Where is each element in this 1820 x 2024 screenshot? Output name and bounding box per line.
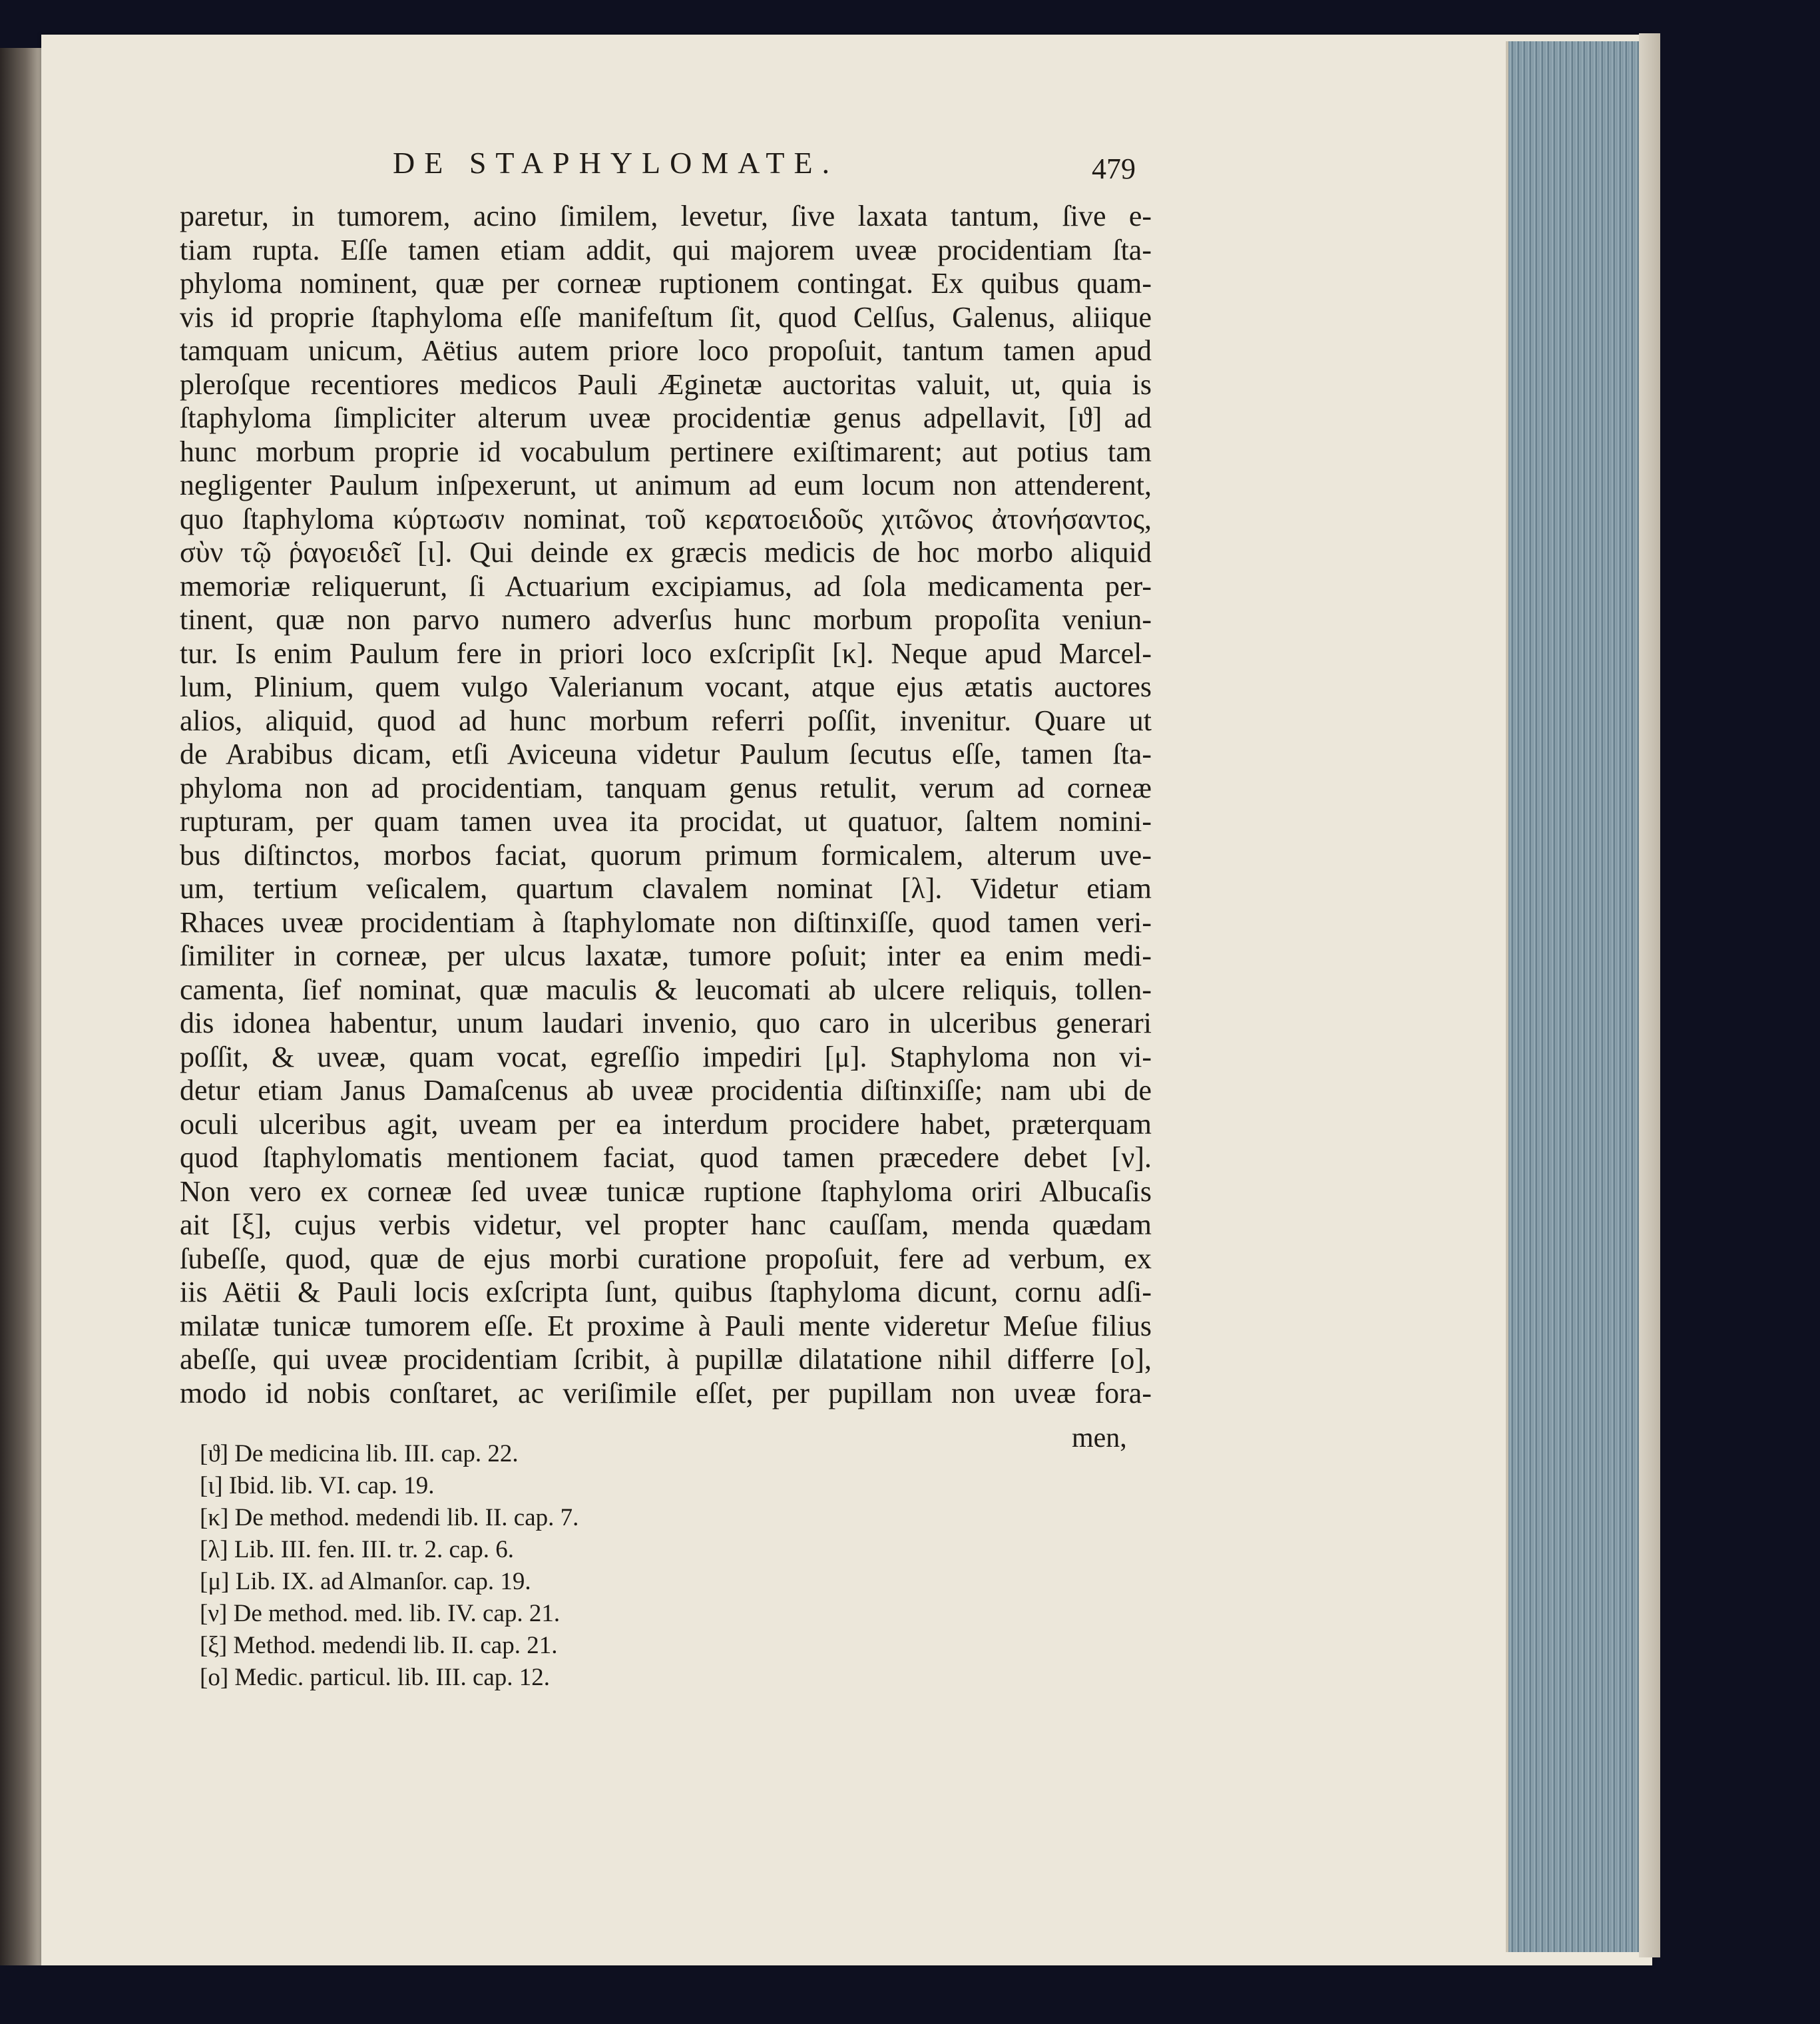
text-line: tamquam unicum, Aëtius autem priore loco propoſuit, tantum tamen apud: [180, 334, 1152, 367]
text-line: um, tertium veſicalem, quartum clavalem nominat [λ]. Videtur etiam: [180, 872, 1152, 905]
text-line: ſimiliter in corneæ, per ulcus laxatæ, tumore poſuit; inter ea enim medi-: [180, 939, 1152, 972]
text-line: memoriæ reliquerunt, ſi Actuarium excipiamus, ad ſola medicamenta per-: [180, 569, 1152, 603]
footnote: [μ] Lib. IX. ad Almanſor. cap. 19.: [200, 1568, 531, 1595]
text-line: vis id proprie ſtaphyloma eſſe manifeſtum ſit, quod Celſus, Galenus, aliique: [180, 300, 1152, 334]
text-line: abeſſe, qui uveæ procidentiam ſcribit, à pupillæ dilatatione nihil differre [ο],: [180, 1343, 1152, 1376]
text-line: milatæ tunicæ tumorem eſſe. Et proxime à Pauli mente videretur Meſue filius: [180, 1309, 1152, 1342]
text-line: pleroſque recentiores medicos Pauli Æginetæ auctoritas valuit, ut, quia is: [180, 368, 1152, 401]
footnote: [κ] De method. medendi lib. II. cap. 7.: [200, 1504, 579, 1531]
text-line: tinent, quæ non parvo numero adverſus hunc morbum propoſita veniun-: [180, 603, 1152, 636]
catchword: men,: [1072, 1423, 1127, 1453]
text-line: negligenter Paulum inſpexerunt, ut animum ad eum locum non attenderent,: [180, 469, 1152, 501]
footnotes: [200, 1438, 799, 1694]
footnote: [ν] De method. med. lib. IV. cap. 21.: [200, 1600, 561, 1627]
text-line: bus diſtinctos, morbos faciat, quorum primum formicalem, alterum uve-: [180, 838, 1152, 872]
text-line: rupturam, per quam tamen uvea ita procidat, ut quatuor, ſaltem nomini-: [180, 805, 1152, 838]
footnote: [ο] Medic. particul. lib. III. cap. 12.: [200, 1664, 551, 1691]
text-line: tiam rupta. Eſſe tamen etiam addit, qui majorem uveæ procidentiam ſta-: [180, 233, 1152, 266]
text-line: σὺν τῷ ῥαγοειδεῖ [ι]. Qui deinde ex græcis medicis de hoc morbo aliquid: [180, 536, 1152, 569]
text-line: dis idonea habentur, unum laudari invenio, quo caro in ulceribus generari: [180, 1007, 1152, 1039]
text-line: Non vero ex corneæ ſed uveæ tunicæ ruptione ſtaphyloma oriri Albucaſis: [180, 1174, 1152, 1208]
text-line: iis Aëtii & Pauli locis exſcripta ſunt, quibus ſtaphyloma dicunt, cornu adſi-: [180, 1276, 1152, 1308]
text-line: alios, aliquid, quod ad hunc morbum referri poſſit, invenitur. Quare ut: [180, 704, 1152, 737]
text-line: ſtaphyloma ſimpliciter alterum uveæ procidentiæ genus adpellavit, [ϑ] ad: [180, 401, 1152, 434]
footnote: [ϑ] De medicina lib. III. cap. 22.: [200, 1440, 519, 1467]
text-line: oculi ulceribus agit, uveam per ea interdum procidere habet, præterquam: [180, 1107, 1152, 1140]
body-text: [180, 200, 1152, 1410]
text-line: ait [ξ], cujus verbis videtur, vel propter hanc cauſſam, menda quædam: [180, 1208, 1152, 1241]
text-line: modo id nobis conſtaret, ac veriſimile eſſet, per pupillam non uveæ fora-: [180, 1376, 1152, 1409]
running-head: DE STAPHYLOMATE.: [393, 146, 839, 180]
text-line: phyloma non ad procidentiam, tanquam genus retulit, verum ad corneæ: [180, 771, 1152, 804]
text-line: hunc morbum proprie id vocabulum pertinere exiſtimarent; aut potius tam: [180, 435, 1152, 468]
text-line: poſſit, & uveæ, quam vocat, egreſſio impediri [μ]. Staphyloma non vi-: [180, 1040, 1152, 1073]
book-cover-edge: [1639, 33, 1660, 1957]
text-line: quod ſtaphylomatis mentionem faciat, quod tamen præcedere debet [ν].: [180, 1141, 1152, 1174]
page-block-edge: [1506, 41, 1642, 1952]
footnote: [ι] Ibid. lib. VI. cap. 19.: [200, 1472, 435, 1499]
text-line: paretur, in tumorem, acino ſimilem, levetur, ſive laxata tantum, ſive e-: [180, 200, 1152, 232]
previous-page-edge: [0, 48, 47, 1965]
text-line: tur. Is enim Paulum fere in priori loco exſcripſit [κ]. Neque apud Marcel-: [180, 636, 1152, 670]
text-line: quo ſtaphyloma κύρτωσιν nominat, τοῦ κερατοειδοῦς χιτῶνος ἀτονήσαντος,: [180, 502, 1152, 535]
text-line: ſubeſſe, quod, quæ de ejus morbi curatione propoſuit, fere ad verbum, ex: [180, 1242, 1152, 1275]
footnote: [ξ] Method. medendi lib. II. cap. 21.: [200, 1632, 558, 1659]
footnote: [λ] Lib. III. fen. III. tr. 2. cap. 6.: [200, 1536, 515, 1563]
text-line: phyloma nominent, quæ per corneæ ruptionem contingat. Ex quibus quam-: [180, 267, 1152, 300]
text-line: Rhaces uveæ procidentiam à ſtaphylomate non diſtinxiſſe, quod tamen veri-: [180, 905, 1152, 939]
text-line: detur etiam Janus Damaſcenus ab uveæ procidentia diſtinxiſſe; nam ubi de: [180, 1074, 1152, 1107]
page-number: 479: [1092, 152, 1136, 185]
text-line: lum, Plinium, quem vulgo Valerianum vocant, atque ejus ætatis auctores: [180, 670, 1152, 703]
text-line: camenta, ſief nominat, quæ maculis & leucomati ab ulcere reliquis, tollen-: [180, 973, 1152, 1006]
text-line: de Arabibus dicam, etſi Aviceuna videtur Paulum ſecutus eſſe, tamen ſta-: [180, 738, 1152, 770]
